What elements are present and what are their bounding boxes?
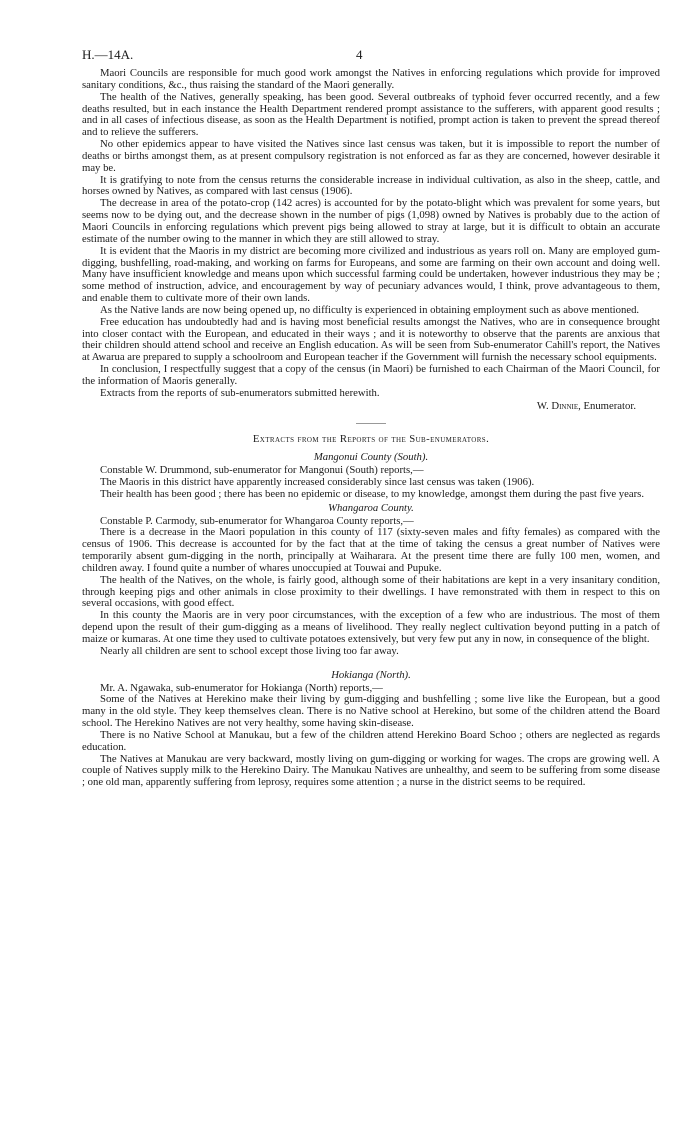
signature-name: W. Dinnie (536, 399, 579, 412)
paragraph: Constable P. Carmody, sub-enumerator for Whangaroa County reports,— (100, 514, 414, 527)
paragraph: The Natives at Manukau are very backward, mostly living on gum-digging or working for wages. The crops are growing well. A couple of Natives supply milk to the Herekino Dairy. The Manukau Natives are unhealthy, and seem to be suffering from some disease ; one old man, apparently suffering from leprosy, requires some attention ; a nurse in the district seems to be required. (82, 752, 660, 789)
paragraph: There is no Native School at Manukau, but a few of the children attend Herekino Board Schoo ; others are neglected as regards education. (82, 728, 660, 753)
extracts-heading: Extracts from the Reports of the Sub-enumerators. (252, 433, 490, 446)
paragraph: The health of the Natives, on the whole, is fairly good, although some of their habitations are kept in a very insanitary condition, through keeping pigs and other animals in close proximity to their dwellings. I have remonstrated with them in respect to this on several occasions, with good effect. (82, 573, 660, 610)
paragraph: Maori Councils are responsible for much good work amongst the Natives in enforcing regulations which provide for improved sanitary conditions, &c., thus raising the standard of the Maori generally. (82, 67, 660, 91)
paragraph: The decrease in area of the potato-crop (142 acres) is accounted for by the potato-blight which was prevalent for some years, but seems now to be dying out, and the decrease shown in the number of pigs (1,098) owned by Natives is probably due to the action of Maori Councils in enforcing regulations which prevent pigs being allowed to stray at large, but it is difficult to obtain an accurate estimate of the number owing to the manner in which they are still allowed to stray. (82, 197, 660, 245)
page-body (82, 68, 660, 789)
paragraph: Extracts from the reports of sub-enumerators submitted herewith. (100, 386, 380, 399)
document-reference: H.—14A. (82, 47, 134, 62)
signature (82, 401, 660, 413)
paragraph: It is evident that the Maoris in my district are becoming more civilized and industrious as years roll on. Many are employed gum-digging, bushfelling, road-making, and working on farms for Europeans, and some are farming on their own account and doing well. Many have insufficient knowledge and means upon which successful farming could be undertaken, however industrious they may be ; some method of instruction, advice, and encouragement by way of pecuniary advances would, I think, prove advantageous to them, and enable them to cultivate more of their own lands. (82, 244, 660, 305)
page-number: 4 (356, 47, 363, 62)
paragraph: Some of the Natives at Herekino make their living by gum-digging and bushfelling ; some live like the European, but a good many in the old style. They keep themselves clean. There is no Native school at Herekino, but some of the children attend the Board school. The Herekino Natives are not very healthy, some having skin-disease. (82, 693, 660, 730)
paragraph: No other epidemics appear to have visited the Natives since last census was taken, but it is impossible to report the number of deaths or births amongst them, as at present compulsory registration is not enforced as far as they are concerned, however desirable it may be. (82, 138, 660, 174)
section-title: Hokianga (North). (331, 668, 411, 681)
page-header (82, 47, 660, 63)
paragraph: There is a decrease in the Maori population in this county of 117 (sixty-seven males and fifty females) as compared with the census of 1906. This decrease is accounted for by the fact that at the time of taking the census a great number of Natives were temporarily absent gum-digging in the north, principally at Waiharara. At the present time there are fully 100 men, women, and children away. I found quite a number of whares unoccupied at Touwai and Pupuke. (82, 526, 660, 574)
paragraph: In this county the Maoris are in very poor circumstances, with the exception of a few who are industrious. The most of them depend upon the result of their gum-digging as a means of livelihood. They really neglect cultivation beyond putting in a patch of maize or kumaras. At one time they used to cultivate potatoes extensively, but very few put any in now, in consequence of the blight. (82, 609, 660, 645)
section-title: Whangaroa County. (328, 501, 414, 514)
divider (356, 423, 386, 424)
signature-title: , Enumerator. (578, 399, 636, 412)
paragraph: Free education has undoubtedly had and is having most beneficial results amongst the Natives, who are in consequence brought into closer contact with the European, and educated in their ways ; and it is noteworthy to observe that the parents are anxious that their children should attend school and receive an English education. As will be seen from Sub-enumerator Cahill's report, the Natives at Awarua are prepared to supply a schoolroom and European teacher if the Government will furnish the necessary school equipments. (82, 315, 660, 364)
paragraph: Nearly all children are sent to school except those living too far away. (100, 644, 399, 657)
paragraph: The health of the Natives, generally speaking, has been good. Several outbreaks of typhoid fever occurred recently, and a few deaths resulted, but in each instance the Health Department rendered prompt assistance to the sufferers, with apparent good results ; and in all cases of infectious disease, as soon as the Health Department is notified, prompt action is taken to prevent the spread thereof and to relieve the sufferers. (82, 90, 660, 139)
paragraph: It is gratifying to note from the census returns the considerable increase in individual cultivation, as also in the sheep, cattle, and horses owned by Natives, as compared with last census (1906). (82, 173, 660, 198)
paragraph: Their health has been good ; there has been no epidemic or disease, to my knowledge, amongst them during the past five years. (100, 487, 645, 500)
section-title: Mangonui County (South). (313, 451, 429, 464)
paragraph: Mr. A. Ngawaka, sub-enumerator for Hokianga (North) reports,— (100, 681, 383, 694)
paragraph: In conclusion, I respectfully suggest that a copy of the census (in Maori) be furnished to each Chairman of the Maori Council, for the information of Maoris generally. (82, 363, 660, 387)
paragraph: As the Native lands are now being opened up, no difficulty is experienced in obtaining employment such as above mentioned. (100, 303, 640, 316)
paragraph: The Maoris in this district have apparently increased considerably since last census was taken (1906). (100, 476, 535, 488)
paragraph: Constable W. Drummond, sub-enumerator for Mangonui (South) reports,— (100, 464, 424, 477)
